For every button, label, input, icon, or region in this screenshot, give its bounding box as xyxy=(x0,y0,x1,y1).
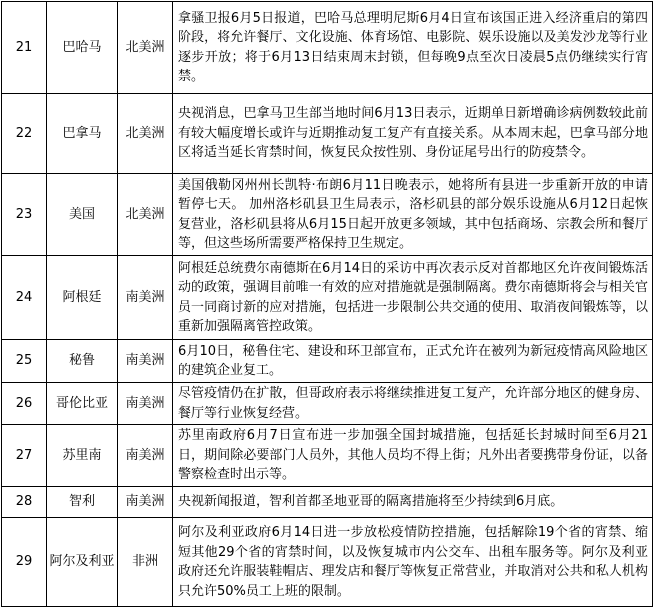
row-number: 29 xyxy=(2,518,47,607)
row-number: 21 xyxy=(2,2,47,94)
country-name: 哥伦比亚 xyxy=(47,383,118,425)
region-name: 南美洲 xyxy=(118,256,173,340)
region-name: 非洲 xyxy=(118,518,173,607)
row-number: 25 xyxy=(2,340,47,383)
table-row xyxy=(2,383,653,425)
table-row xyxy=(2,487,653,518)
measure-description: 尽管疫情仍在扩散，但哥政府表示将继续推进复工复产，允许部分地区的健身房、餐厅等行业恢复经营。 xyxy=(173,383,653,425)
region-name: 南美洲 xyxy=(118,340,173,383)
row-number: 23 xyxy=(2,174,47,256)
country-name: 巴哈马 xyxy=(47,2,118,94)
region-name: 北美洲 xyxy=(118,174,173,256)
table-row xyxy=(2,425,653,487)
row-number: 24 xyxy=(2,256,47,340)
table-row xyxy=(2,256,653,340)
country-name: 苏里南 xyxy=(47,425,118,487)
country-measures-table xyxy=(1,1,653,607)
country-name: 美国 xyxy=(47,174,118,256)
country-name: 阿尔及利亚 xyxy=(47,518,118,607)
table-row xyxy=(2,174,653,256)
measure-description: 拿骚卫报6月5日报道，巴哈马总理明尼斯6月4日宣布该国正进入经济重启的第四阶段，将允许餐厅、文化设施、体育场馆、电影院、娱乐设施以及美发沙龙等行业逐步开放；将于6月13日结束周末封锁，但每晚9点至次日凌晨5点仍继续实行宵禁。 xyxy=(173,2,653,94)
measure-description: 苏里南政府6月7日宣布进一步加强全国封城措施，包括延长封城时间至6月21日，期间除必要部门人员外，其他人员均不得上街；凡外出者要携带身份证，以备警察检查时出示等。 xyxy=(173,425,653,487)
region-name: 北美洲 xyxy=(118,94,173,174)
country-name: 秘鲁 xyxy=(47,340,118,383)
country-name: 巴拿马 xyxy=(47,94,118,174)
measure-description: 央视新闻报道，智利首都圣地亚哥的隔离措施将至少持续到6月底。 xyxy=(173,487,653,518)
country-name: 智利 xyxy=(47,487,118,518)
table-row xyxy=(2,340,653,383)
region-name: 南美洲 xyxy=(118,383,173,425)
table-row xyxy=(2,518,653,607)
row-number: 26 xyxy=(2,383,47,425)
row-number: 28 xyxy=(2,487,47,518)
row-number: 22 xyxy=(2,94,47,174)
measure-description: 阿尔及利亚政府6月14日进一步放松疫情防控措施，包括解除19个省的宵禁、缩短其他29个省的宵禁时间，以及恢复城市内公交车、出租车服务等。阿尔及利亚政府还允许服装鞋帽店、理发店和餐厅等恢复正常营业，并取消对公共和私人机构只允许50%员工上班的限制。 xyxy=(173,518,653,607)
measure-description: 美国俄勒冈州州长凯特·布朗6月11日晚表示，她将所有县进一步重新开放的申请暂停七天。 加州洛杉矶县卫生局表示，洛杉矶县的部分娱乐设施从6月12日起恢复营业，洛杉矶县将从6月15日起开放更多领域，其中包括商场、宗教会所和餐厅等，但这些场所需要严格保持卫生规定。 xyxy=(173,174,653,256)
region-name: 南美洲 xyxy=(118,425,173,487)
measure-description: 阿根廷总统费尔南德斯在6月14日的采访中再次表示反对首都地区允许夜间锻炼活动的政策，强调目前唯一有效的应对措施就是强制隔离。费尔南德斯将会与相关官员一同商讨新的应对措施，包括进一步限制公共交通的使用、取消夜间锻炼等，以重新加强隔离管控政策。 xyxy=(173,256,653,340)
table-row xyxy=(2,2,653,94)
table-row xyxy=(2,94,653,174)
measure-description: 央视消息，巴拿马卫生部当地时间6月13日表示，近期单日新增确诊病例数较此前有较大幅度增长或许与近期推动复工复产有直接关系。从本周末起，巴拿马部分地区将适当延长宵禁时间，恢复民众按性别、身份证尾号出行的防疫禁令。 xyxy=(173,94,653,174)
measure-description: 6月10日，秘鲁住宅、建设和环卫部宣布，正式允许在被列为新冠疫情高风险地区的建筑企业复工。 xyxy=(173,340,653,383)
country-name: 阿根廷 xyxy=(47,256,118,340)
region-name: 北美洲 xyxy=(118,2,173,94)
region-name: 南美洲 xyxy=(118,487,173,518)
row-number: 27 xyxy=(2,425,47,487)
